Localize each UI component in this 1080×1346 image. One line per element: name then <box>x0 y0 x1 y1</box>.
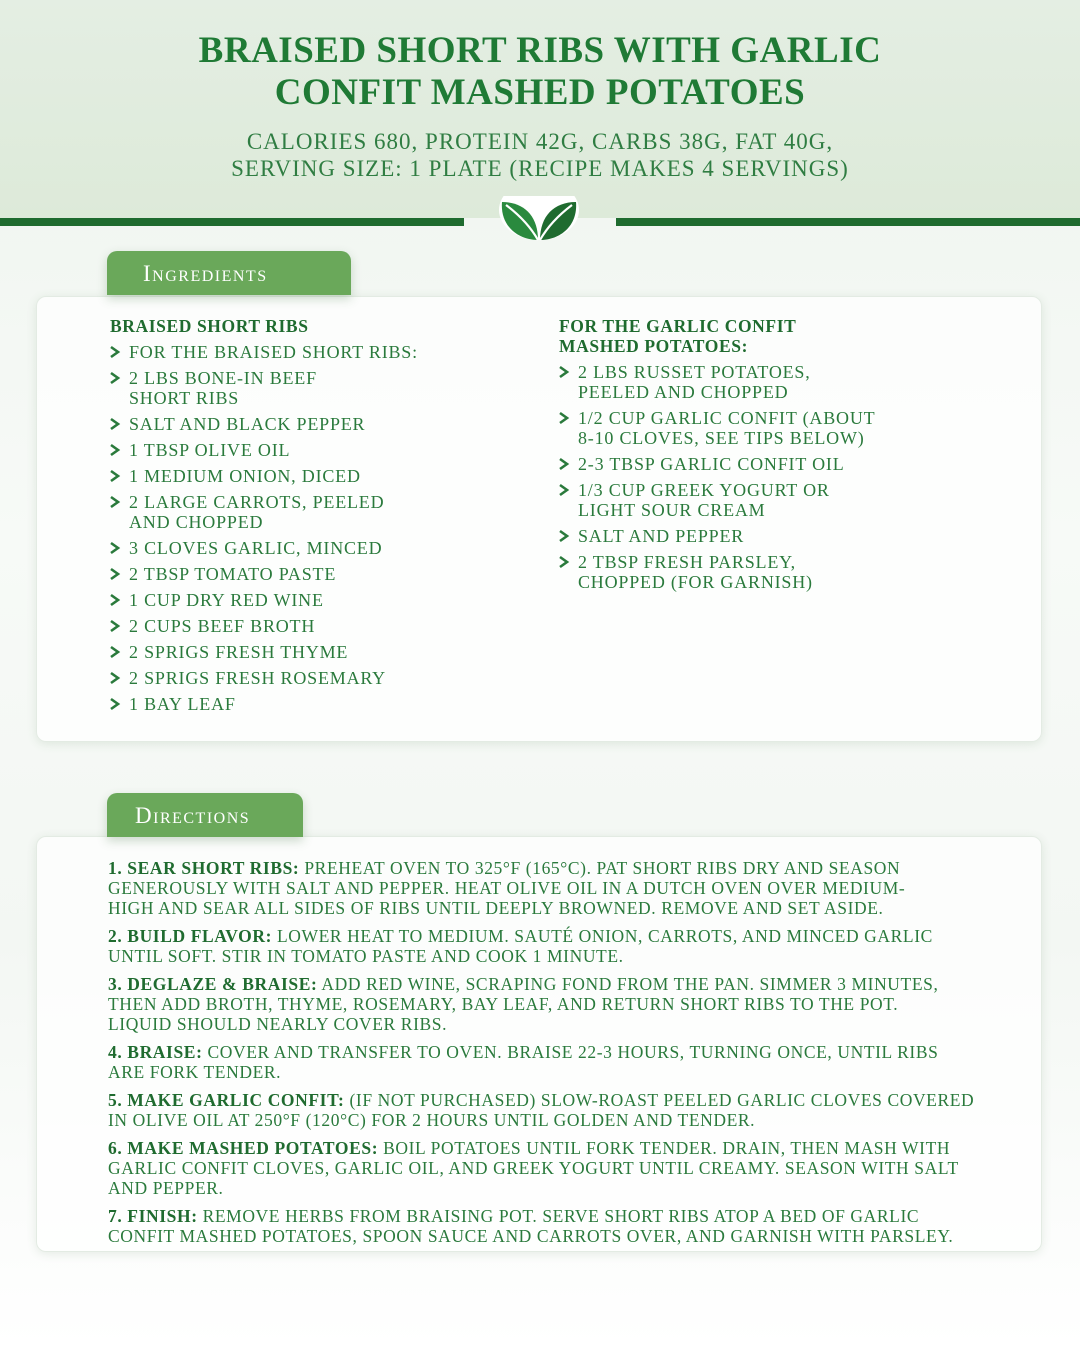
direction-step-line: 7. FINISH: REMOVE HERBS FROM BRAISING POT. SERVE SHORT RIBS ATOP A BED OF GARLIC <box>108 1206 920 1226</box>
direction-step-label: 2. BUILD FLAVOR: <box>108 926 273 946</box>
chevron-right-icon <box>559 480 573 500</box>
chevron-right-icon <box>110 368 124 388</box>
ingredient-text: 2 TBSP TOMATO PASTE <box>129 564 337 584</box>
directions-tab: Directions <box>107 793 303 837</box>
ingredient-item <box>559 552 999 592</box>
direction-step-line: 5. MAKE GARLIC CONFIT: (IF NOT PURCHASED) SLOW-ROAST PEELED GARLIC CLOVES COVERED <box>108 1090 975 1110</box>
direction-step-line: 3. DEGLAZE & BRAISE: ADD RED WINE, SCRAPING FOND FROM THE PAN. SIMMER 3 MINUTES, <box>108 974 939 994</box>
ingredient-text: SALT AND PEPPER <box>578 526 745 546</box>
direction-step-line: 1. SEAR SHORT RIBS: PREHEAT OVEN TO 325°F (165°C). PAT SHORT RIBS DRY AND SEASON <box>108 858 901 878</box>
direction-step <box>108 1206 1008 1246</box>
header-divider-right <box>616 218 1080 226</box>
chevron-right-icon <box>559 362 573 382</box>
ingredient-text: PEELED AND CHOPPED <box>578 382 789 402</box>
ingredient-text: AND CHOPPED <box>129 512 264 532</box>
recipe-title-line-2: CONFIT MASHED POTATOES <box>274 72 806 113</box>
ingredient-item <box>110 440 530 460</box>
chevron-right-icon <box>559 454 573 474</box>
direction-step-line: GENEROUSLY WITH SALT AND PEPPER. HEAT OLIVE OIL IN A DUTCH OVEN OVER MEDIUM- <box>108 878 906 898</box>
short-ribs-heading: BRAISED SHORT RIBS <box>110 316 309 336</box>
direction-step <box>108 1042 1008 1082</box>
ingredient-item <box>110 538 530 558</box>
ingredients-column-short-ribs <box>110 316 530 720</box>
chevron-right-icon <box>110 466 124 486</box>
direction-step <box>108 858 1008 918</box>
mashed-potatoes-ingredient-list <box>559 362 999 592</box>
ingredient-item <box>110 590 530 610</box>
direction-step-label: 4. BRAISE: <box>108 1042 203 1062</box>
ingredient-text: 1 TBSP OLIVE OIL <box>129 440 291 460</box>
direction-step-line: 6. MAKE MASHED POTATOES: BOIL POTATOES UNTIL FORK TENDER. DRAIN, THEN MASH WITH <box>108 1138 951 1158</box>
ingredient-text: 2 TBSP FRESH PARSLEY, <box>578 552 796 572</box>
ingredient-item <box>559 408 999 448</box>
ingredient-text: FOR THE BRAISED SHORT RIBS: <box>129 342 418 362</box>
chevron-right-icon <box>559 526 573 546</box>
short-ribs-ingredient-list <box>110 342 530 714</box>
direction-step-line: AND PEPPER. <box>108 1178 224 1198</box>
mashed-potatoes-heading <box>559 316 999 356</box>
nutrition-line-2: SERVING SIZE: 1 PLATE (RECIPE MAKES 4 SERVINGS) <box>231 156 849 181</box>
recipe-title-line-1: BRAISED SHORT RIBS WITH GARLIC <box>198 30 882 71</box>
chevron-right-icon <box>110 642 124 662</box>
mashed-potatoes-heading-line-2: MASHED POTATOES: <box>559 336 749 356</box>
ingredient-text: 2 LBS RUSSET POTATOES, <box>578 362 811 382</box>
ingredient-item <box>110 466 530 486</box>
recipe-title <box>0 30 1080 114</box>
ingredient-text: 1 CUP DRY RED WINE <box>129 590 324 610</box>
nutrition-line-1: CALORIES 680, PROTEIN 42G, CARBS 38G, FAT 40G, <box>246 129 834 154</box>
ingredient-item <box>110 616 530 636</box>
chevron-right-icon <box>559 408 573 428</box>
direction-step-line: IN OLIVE OIL AT 250°F (120°C) FOR 2 HOURS UNTIL GOLDEN AND TENDER. <box>108 1110 756 1130</box>
direction-step-label: 6. MAKE MASHED POTATOES: <box>108 1138 379 1158</box>
nutrition-info <box>0 128 1080 182</box>
direction-step-line: ARE FORK TENDER. <box>108 1062 282 1082</box>
ingredient-text: LIGHT SOUR CREAM <box>578 500 766 520</box>
chevron-right-icon <box>110 440 124 460</box>
ingredient-text: 2 CUPS BEEF BROTH <box>129 616 316 636</box>
chevron-right-icon <box>110 616 124 636</box>
ingredient-item <box>559 526 999 546</box>
chevron-right-icon <box>110 342 124 362</box>
chevron-right-icon <box>110 492 124 512</box>
direction-step-line: 4. BRAISE: COVER AND TRANSFER TO OVEN. BRAISE 22-3 HOURS, TURNING ONCE, UNTIL RIBS <box>108 1042 939 1062</box>
ingredient-item <box>110 492 530 532</box>
ingredient-item <box>559 480 999 520</box>
ingredient-text: 2-3 TBSP GARLIC CONFIT OIL <box>578 454 845 474</box>
ingredient-text: CHOPPED (FOR GARNISH) <box>578 572 813 592</box>
direction-step-label: 1. SEAR SHORT RIBS: <box>108 858 300 878</box>
ingredient-item <box>110 642 530 662</box>
ingredient-item <box>110 694 530 714</box>
direction-step <box>108 926 1008 966</box>
ingredient-text: 1/3 CUP GREEK YOGURT OR <box>578 480 830 500</box>
ingredient-text: 1 MEDIUM ONION, DICED <box>129 466 361 486</box>
direction-step-line: THEN ADD BROTH, THYME, ROSEMARY, BAY LEAF, AND RETURN SHORT RIBS TO THE POT. <box>108 994 899 1014</box>
direction-step <box>108 1138 1008 1198</box>
direction-step-line: 2. BUILD FLAVOR: LOWER HEAT TO MEDIUM. SAUTÉ ONION, CARROTS, AND MINCED GARLIC <box>108 926 933 946</box>
mashed-potatoes-heading-line-1: FOR THE GARLIC CONFIT <box>559 316 797 336</box>
chevron-right-icon <box>110 694 124 714</box>
direction-step <box>108 974 1008 1034</box>
direction-step-line: UNTIL SOFT. STIR IN TOMATO PASTE AND COOK 1 MINUTE. <box>108 946 624 966</box>
direction-step-line: CONFIT MASHED POTATOES, SPOON SAUCE AND CARROTS OVER, AND GARNISH WITH PARSLEY. <box>108 1226 954 1246</box>
chevron-right-icon <box>110 564 124 584</box>
directions-list <box>108 858 1008 1254</box>
direction-step-line: HIGH AND SEAR ALL SIDES OF RIBS UNTIL DEEPLY BROWNED. REMOVE AND SET ASIDE. <box>108 898 884 918</box>
chevron-right-icon <box>110 668 124 688</box>
ingredient-item <box>110 342 530 362</box>
direction-step-line: LIQUID SHOULD NEARLY COVER RIBS. <box>108 1014 448 1034</box>
ingredient-item <box>559 362 999 402</box>
direction-step-label: 7. FINISH: <box>108 1206 198 1226</box>
ingredient-item <box>110 668 530 688</box>
ingredient-text: 2 SPRIGS FRESH ROSEMARY <box>129 668 386 688</box>
ingredient-item <box>110 564 530 584</box>
direction-step <box>108 1090 1008 1130</box>
ingredient-item <box>110 414 530 434</box>
header-divider-left <box>0 218 464 226</box>
ingredient-text: 2 LARGE CARROTS, PEELED <box>129 492 385 512</box>
chevron-right-icon <box>110 590 124 610</box>
ingredient-text: 8-10 CLOVES, SEE TIPS BELOW) <box>578 428 865 448</box>
ingredient-item <box>559 454 999 474</box>
chevron-right-icon <box>559 552 573 572</box>
chevron-right-icon <box>110 414 124 434</box>
ingredient-text: 3 CLOVES GARLIC, MINCED <box>129 538 383 558</box>
ingredient-text: 2 LBS BONE-IN BEEF <box>129 368 317 388</box>
direction-step-label: 5. MAKE GARLIC CONFIT: <box>108 1090 345 1110</box>
chevron-right-icon <box>110 538 124 558</box>
ingredient-text: SALT AND BLACK PEPPER <box>129 414 366 434</box>
direction-step-label: 3. DEGLAZE & BRAISE: <box>108 974 318 994</box>
ingredients-tab: Ingredients <box>107 251 351 295</box>
recipe-header <box>0 0 1080 218</box>
ingredient-text: 1 BAY LEAF <box>129 694 236 714</box>
ingredient-text: 2 SPRIGS FRESH THYME <box>129 642 349 662</box>
ingredient-item <box>110 368 530 408</box>
direction-step-line: GARLIC CONFIT CLOVES, GARLIC OIL, AND GREEK YOGURT UNTIL CREAMY. SEASON WITH SALT <box>108 1158 959 1178</box>
ingredient-text: 1/2 CUP GARLIC CONFIT (ABOUT <box>578 408 876 428</box>
ingredients-column-mashed-potatoes <box>559 316 999 598</box>
leaf-icon <box>496 196 582 246</box>
ingredient-text: SHORT RIBS <box>129 388 240 408</box>
